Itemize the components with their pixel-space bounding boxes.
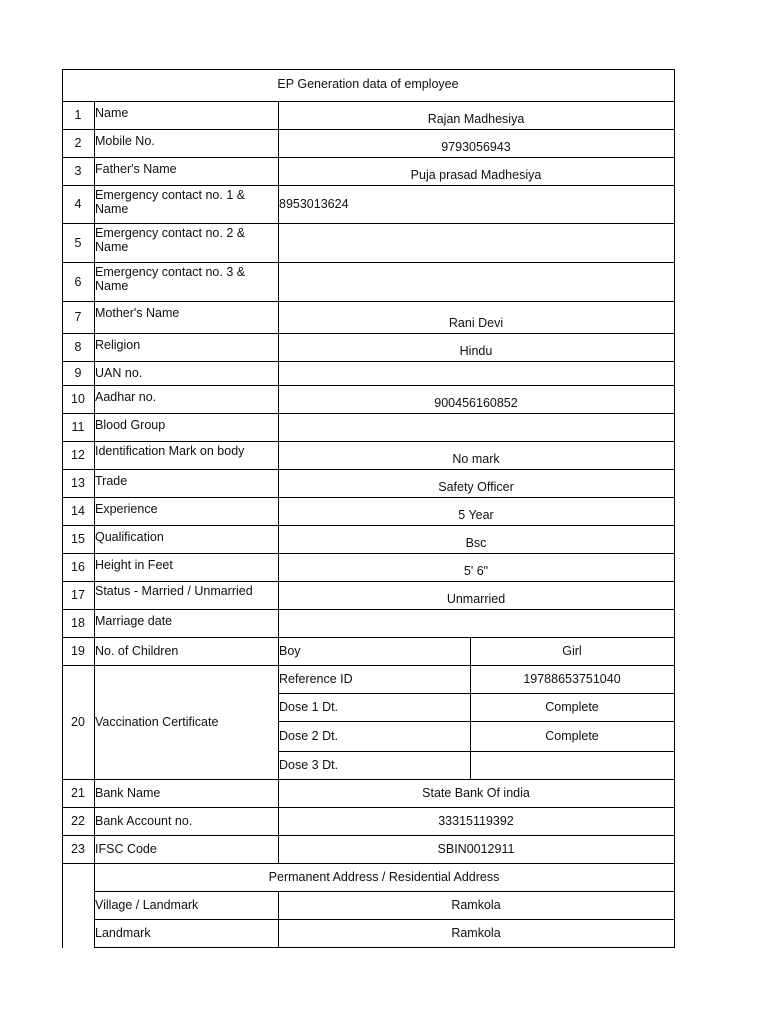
field-label: Height in Feet xyxy=(95,558,173,572)
row-number: 3 xyxy=(74,164,82,178)
grid-line xyxy=(94,947,675,948)
field-value: 5' 6" xyxy=(463,564,489,578)
vaccination-entry-label: Dose 2 Dt. xyxy=(279,729,339,743)
grid-line xyxy=(62,101,675,102)
row-number: 18 xyxy=(71,616,85,630)
grid-line xyxy=(62,361,675,362)
row-number: 23 xyxy=(71,842,85,856)
field-label: IFSC Code xyxy=(95,842,157,856)
vaccination-entry-value: Complete xyxy=(545,700,599,714)
vaccination-entry-label: Dose 3 Dt. xyxy=(279,758,339,772)
field-label: Name xyxy=(95,106,129,120)
grid-line xyxy=(674,69,675,948)
grid-line xyxy=(278,693,675,694)
grid-line xyxy=(278,721,675,722)
grid-line xyxy=(62,333,675,334)
row-number: 20 xyxy=(71,715,85,729)
grid-line xyxy=(62,863,675,864)
field-value: State Bank Of india xyxy=(422,786,530,800)
children-boy: Boy xyxy=(279,644,301,658)
field-label: UAN no. xyxy=(95,366,143,380)
grid-line xyxy=(278,751,675,752)
field-label: Trade xyxy=(95,474,128,488)
address-label: Landmark xyxy=(95,926,151,940)
field-value: Bsc xyxy=(465,536,487,550)
address-value: Ramkola xyxy=(451,926,501,940)
field-value: 900456160852 xyxy=(434,396,518,410)
field-label: Marriage date xyxy=(95,614,173,628)
vaccination-entry-label: Dose 1 Dt. xyxy=(279,700,339,714)
row-number: 13 xyxy=(71,476,85,490)
row-number: 4 xyxy=(74,197,82,211)
field-value: No mark xyxy=(452,452,500,466)
field-label: Bank Account no. xyxy=(95,814,193,828)
row-number: 14 xyxy=(71,504,85,518)
field-label: Aadhar no. xyxy=(95,390,157,404)
row-number: 10 xyxy=(71,392,85,406)
grid-line xyxy=(62,223,675,224)
field-label: Qualification xyxy=(95,530,164,544)
field-label: No. of Children xyxy=(95,644,179,658)
field-label: Bank Name xyxy=(95,786,161,800)
row-number: 5 xyxy=(74,236,82,250)
field-value: 5 Year xyxy=(458,508,494,522)
field-value: SBIN0012911 xyxy=(437,842,515,856)
row-number: 7 xyxy=(74,310,82,324)
grid-line xyxy=(62,807,675,808)
address-title: Permanent Address / Residential Address xyxy=(268,870,500,884)
row-number: 17 xyxy=(71,588,85,602)
field-label: Mobile No. xyxy=(95,134,155,148)
row-number: 15 xyxy=(71,532,85,546)
grid-line xyxy=(62,385,675,386)
grid-line xyxy=(62,129,675,130)
grid-line xyxy=(62,441,675,442)
row-number: 1 xyxy=(74,108,82,122)
grid-line xyxy=(62,157,675,158)
row-number: 12 xyxy=(71,448,85,462)
field-label: Status - Married / Unmarried xyxy=(95,584,253,598)
children-girl: Girl xyxy=(562,644,582,658)
vaccination-entry-value: 19788653751040 xyxy=(523,672,621,686)
row-number: 2 xyxy=(74,136,82,150)
form-title: EP Generation data of employee xyxy=(277,77,459,91)
address-label: Village / Landmark xyxy=(95,898,199,912)
grid-line xyxy=(94,891,675,892)
row-number: 11 xyxy=(71,420,85,434)
field-label: Father's Name xyxy=(95,162,177,176)
grid-line xyxy=(62,609,675,610)
address-value: Ramkola xyxy=(451,898,501,912)
grid-line xyxy=(62,413,675,414)
grid-line xyxy=(62,301,675,302)
field-value: 9793056943 xyxy=(441,140,511,154)
grid-line xyxy=(62,469,675,470)
field-value: Rani Devi xyxy=(448,316,504,330)
grid-line xyxy=(62,185,675,186)
grid-line xyxy=(62,779,675,780)
field-value: Hindu xyxy=(459,344,493,358)
grid-line xyxy=(62,553,675,554)
row-number: 16 xyxy=(71,560,85,574)
field-value: Unmarried xyxy=(446,592,506,606)
vaccination-entry-label: Reference ID xyxy=(279,672,353,686)
field-value: Safety Officer xyxy=(438,480,514,494)
field-label: Religion xyxy=(95,338,141,352)
field-value: Puja prasad Madhesiya xyxy=(410,168,542,182)
row-number: 22 xyxy=(71,814,85,828)
field-label: Identification Mark on body xyxy=(95,444,245,458)
row-number: 6 xyxy=(74,275,82,289)
grid-line xyxy=(62,665,675,666)
row-number: 8 xyxy=(74,340,82,354)
grid-line xyxy=(62,835,675,836)
grid-line xyxy=(62,69,675,70)
grid-line xyxy=(62,525,675,526)
field-label: Emergency contact no. 1 & Name xyxy=(95,188,246,216)
field-label: Vaccination Certificate xyxy=(95,715,219,729)
grid-line xyxy=(62,581,675,582)
field-label: Blood Group xyxy=(95,418,166,432)
grid-line xyxy=(62,497,675,498)
grid-line xyxy=(62,262,675,263)
field-value: 33315119392 xyxy=(438,814,514,828)
field-label: Emergency contact no. 3 & Name xyxy=(95,265,246,293)
field-value: 8953013624 xyxy=(279,197,349,211)
row-number: 9 xyxy=(74,366,82,380)
field-label: Mother's Name xyxy=(95,306,180,320)
grid-line xyxy=(62,637,675,638)
field-label: Emergency contact no. 2 & Name xyxy=(95,226,246,254)
field-label: Experience xyxy=(95,502,158,516)
grid-line xyxy=(94,919,675,920)
field-value: Rajan Madhesiya xyxy=(427,112,525,126)
row-number: 21 xyxy=(71,786,85,800)
row-number: 19 xyxy=(71,644,85,658)
vaccination-entry-value: Complete xyxy=(545,729,599,743)
